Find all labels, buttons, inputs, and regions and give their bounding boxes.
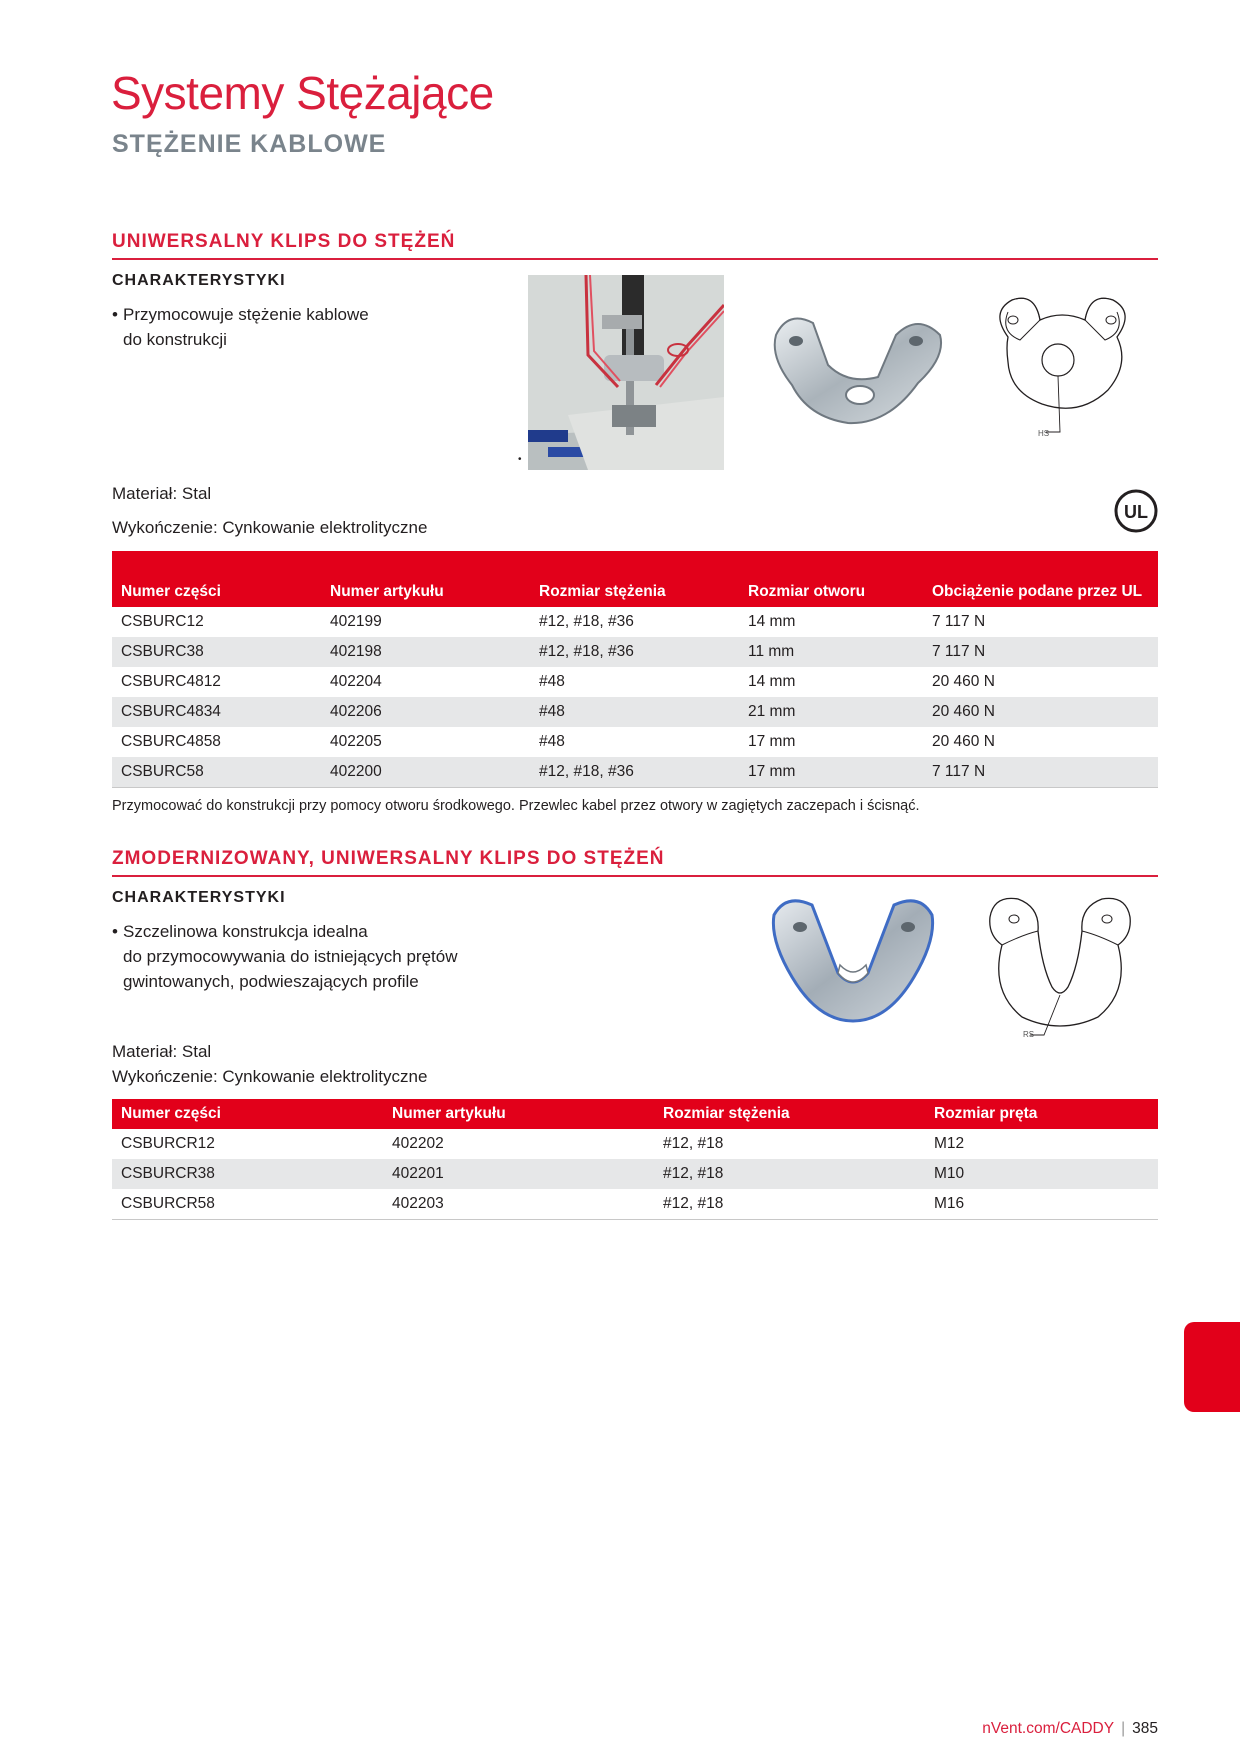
photo-marker: • <box>518 454 522 465</box>
table-cell: CSBURC58 <box>112 757 321 787</box>
chapter-side-tab <box>1184 1322 1240 1412</box>
technical-drawing-slotted-clip <box>980 895 1145 1045</box>
ul-listed-icon <box>1114 489 1158 533</box>
table-cell: 20 460 N <box>923 697 1158 727</box>
section1-title: UNIWERSALNY KLIPS DO STĘŻEŃ <box>112 231 456 252</box>
table-row <box>112 697 1158 727</box>
table-header-row <box>112 1099 1158 1129</box>
bullet-line: Przymocowuje stężenie kablowe <box>123 305 369 324</box>
ul-mark-text: UL <box>1124 502 1148 522</box>
column-header: Rozmiar stężenia <box>654 1099 925 1129</box>
page-footer <box>982 1720 1158 1738</box>
bullet-line: do konstrukcji <box>123 330 227 349</box>
drawing-label-hs: HS <box>1038 429 1050 438</box>
spec-table-2 <box>112 1099 1158 1220</box>
table-cell: CSBURCR38 <box>112 1159 383 1189</box>
table-cell: 14 mm <box>748 613 796 630</box>
table-row <box>112 1189 1158 1219</box>
column-header: Rozmiar stężenia <box>530 577 739 607</box>
table-cell: 17 mm <box>748 733 796 750</box>
bullet-dot: • <box>112 305 118 324</box>
table-cell: #12, #18 <box>654 1189 925 1219</box>
page-title: Systemy Stężające <box>111 67 494 119</box>
product-photo-slotted-clip <box>768 895 938 1025</box>
table-row <box>112 757 1158 787</box>
table-cell: 402198 <box>321 637 530 667</box>
column-header: Numer części <box>112 577 321 607</box>
section1-bullet <box>123 302 369 352</box>
product-photo-clip <box>768 305 948 435</box>
table-cell: 402203 <box>383 1189 654 1219</box>
installation-photo <box>528 275 724 470</box>
table-cell: 402205 <box>330 733 382 750</box>
table-cell: 20 460 N <box>932 733 995 750</box>
table-cell: CSBURC4858 <box>121 733 221 750</box>
column-header: Rozmiar otworu <box>739 577 923 607</box>
column-header: Rozmiar pręta <box>925 1099 1158 1129</box>
table-row <box>112 1159 1158 1189</box>
technical-drawing-clip <box>980 292 1145 442</box>
table-cell: M12 <box>934 1135 965 1152</box>
footer-website-link[interactable]: nVent.com/CADDY <box>982 1720 1115 1737</box>
column-header: Numer artykułu <box>321 577 530 607</box>
table-cell: CSBURCR58 <box>112 1189 383 1219</box>
table-cell: #12, #18 <box>663 1135 724 1152</box>
table-cell: #48 <box>539 673 565 690</box>
section1-note: Przymocować do konstrukcji przy pomocy otworu środkowego. Przewlec kabel przez otwory w zagiętych zaczepach i ścisnąć. <box>112 798 920 814</box>
table-cell: 402206 <box>321 697 530 727</box>
table-cell: #48 <box>530 697 739 727</box>
bullet-line: gwintowanych, podwieszających profile <box>123 972 419 991</box>
table-header-row <box>112 577 1158 607</box>
table-cell: CSBURC38 <box>112 637 321 667</box>
table-cell: 402202 <box>392 1135 444 1152</box>
table-cell: #12, #18, #36 <box>530 757 739 787</box>
table-cell: 402201 <box>383 1159 654 1189</box>
table-row <box>112 637 1158 667</box>
footer-separator: | <box>1121 1720 1126 1737</box>
column-header: Obciążenie podane przez UL <box>923 577 1158 607</box>
table-cell: CSBURC4834 <box>112 697 321 727</box>
table-cell: 21 mm <box>739 697 923 727</box>
bullet-line: Szczelinowa konstrukcja idealna <box>123 922 368 941</box>
table-row <box>112 667 1158 697</box>
table-cell: CSBURC12 <box>121 613 204 630</box>
table-cell: 402199 <box>330 613 382 630</box>
table-cell: #12, #18 <box>654 1159 925 1189</box>
table-cell: CSBURCR12 <box>121 1135 215 1152</box>
bullet-line: do przymocowywania do istniejących prętów <box>123 947 458 966</box>
bullet-dot: • <box>112 922 118 941</box>
table-cell: 11 mm <box>739 637 923 667</box>
section2-features-heading: CHARAKTERYSTYKI <box>112 889 286 906</box>
section1-rule <box>112 258 1158 260</box>
table-cell: 7 117 N <box>932 613 986 630</box>
table1-top-band <box>112 551 1158 577</box>
section2-finish: Wykończenie: Cynkowanie elektrolityczne <box>112 1067 428 1086</box>
table-cell: #12, #18, #36 <box>530 637 739 667</box>
spec-table-1 <box>112 577 1158 788</box>
section2-material: Materiał: Stal <box>112 1042 212 1061</box>
table-cell: 7 117 N <box>923 757 1158 787</box>
table-cell: 402204 <box>330 673 382 690</box>
table-cell: M16 <box>925 1189 1158 1219</box>
table-cell: CSBURC4812 <box>121 673 221 690</box>
table-cell: 14 mm <box>748 673 796 690</box>
table-row <box>112 727 1158 757</box>
section1-finish: Wykończenie: Cynkowanie elektrolityczne <box>112 518 428 537</box>
table-row <box>112 1129 1158 1159</box>
table-cell: 17 mm <box>739 757 923 787</box>
section1-material: Materiał: Stal <box>112 484 212 503</box>
table-cell: #48 <box>539 733 565 750</box>
table-cell: 402200 <box>321 757 530 787</box>
table-cell: #12, #18, #36 <box>539 613 634 630</box>
section2-bullet <box>123 919 458 994</box>
section1-features-heading: CHARAKTERYSTYKI <box>112 272 286 289</box>
column-header: Numer części <box>112 1099 383 1129</box>
table-cell: 20 460 N <box>932 673 995 690</box>
drawing-label-rs: RS <box>1023 1030 1035 1039</box>
page-number: 385 <box>1132 1720 1158 1737</box>
table-cell: M10 <box>925 1159 1158 1189</box>
table-row <box>112 607 1158 637</box>
section2-rule <box>112 875 1158 877</box>
section2-title: ZMODERNIZOWANY, UNIWERSALNY KLIPS DO STĘŻEŃ <box>112 848 665 869</box>
table-cell: 7 117 N <box>923 637 1158 667</box>
column-header: Numer artykułu <box>383 1099 654 1129</box>
page-subtitle: STĘŻENIE KABLOWE <box>112 130 387 158</box>
